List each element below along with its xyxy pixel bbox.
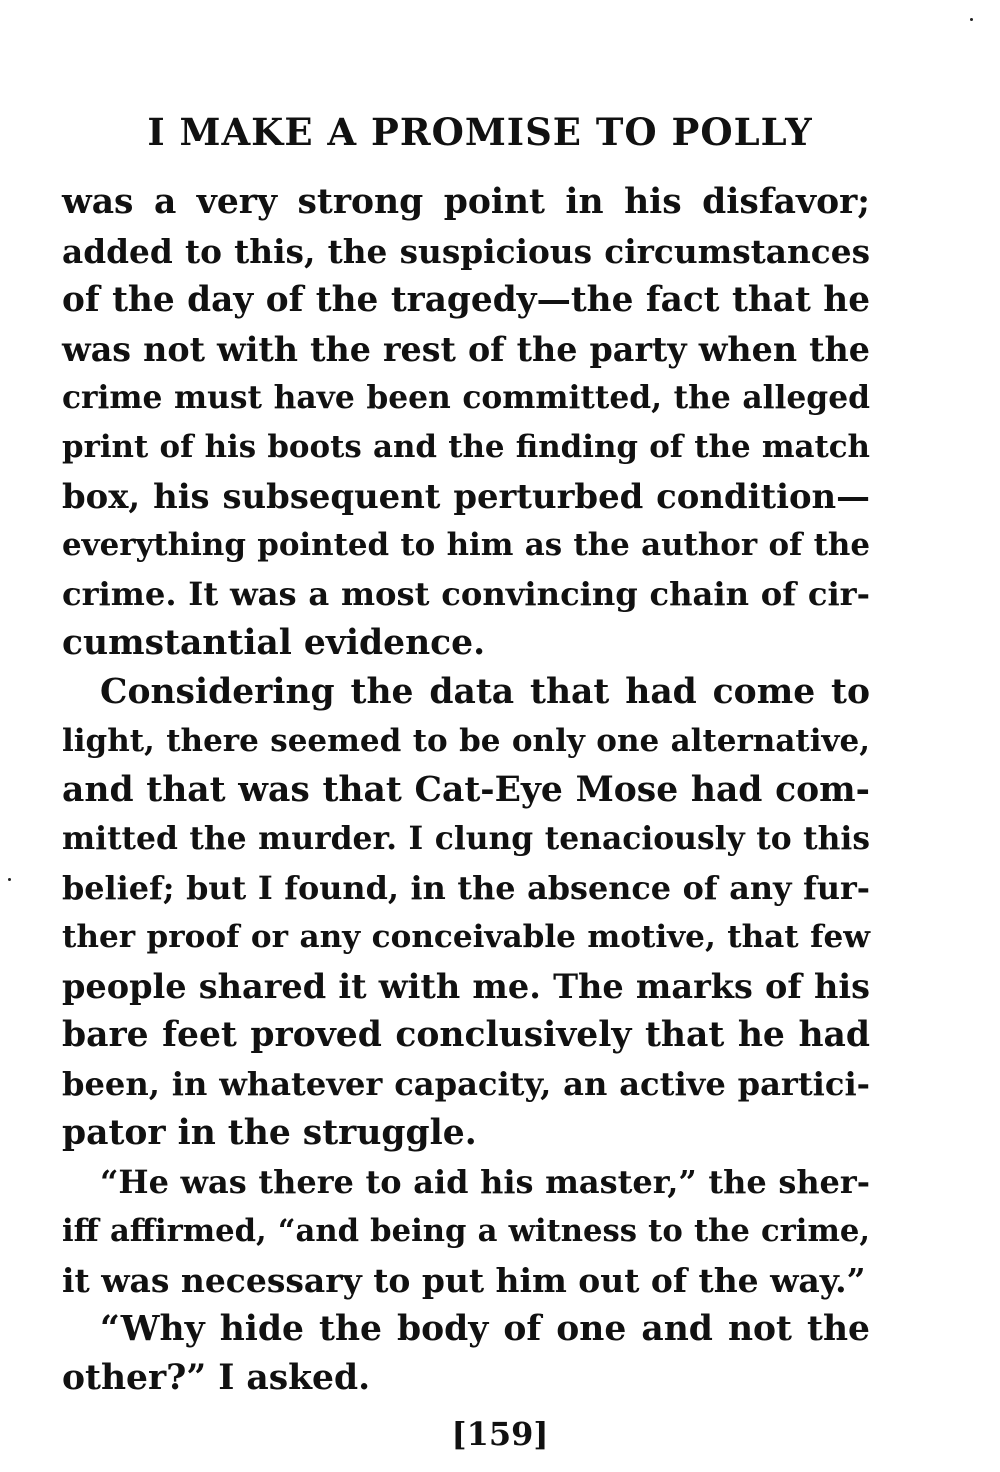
ink-speck: [970, 18, 973, 21]
ink-speck: [8, 878, 11, 881]
running-head: I MAKE A PROMISE TO POLLY: [147, 110, 813, 154]
text-line: was not with the rest of the party when the: [62, 330, 870, 369]
text-line: “He was there to aid his master,” the sher-: [100, 1163, 870, 1201]
paragraph: [62, 1158, 870, 1305]
text-line: people shared it with me. The marks of his: [62, 967, 870, 1006]
text-line: mitted the murder. I clung tenaciously to this: [62, 821, 870, 857]
text-line: bare feet proved conclusively that he had: [62, 1015, 870, 1055]
paragraph: [62, 668, 870, 1158]
text-line: cumstantial evidence.: [62, 623, 486, 663]
text-line: crime. It was a most convincing chain of cir-: [62, 575, 870, 613]
text-line: been, in whatever capacity, an active partici-: [62, 1065, 870, 1103]
text-line: of the day of the tragedy—the fact that he: [62, 280, 870, 320]
text-line: added to this, the suspicious circumstances: [62, 232, 870, 271]
text-line: box, his subsequent perturbed condition—: [62, 476, 870, 516]
body-text: [62, 178, 870, 1403]
text-line: other?” I asked.: [62, 1358, 371, 1398]
text-line: it was necessary to put him out of the way.”: [62, 1261, 866, 1300]
text-line: and that was that Cat-Eye Mose had com-: [62, 770, 870, 810]
text-line: iff affirmed, “and being a witness to the crime,: [62, 1213, 870, 1249]
text-line: belief; but I found, in the absence of any fur-: [62, 869, 870, 907]
text-line: light, there seemed to be only one alternative,: [62, 723, 870, 759]
paragraph: [62, 1305, 870, 1403]
text-line: crime must have been committed, the alleged: [62, 380, 870, 416]
text-line: print of his boots and the finding of the match: [62, 429, 870, 465]
text-line: pator in the struggle.: [62, 1113, 477, 1153]
text-line: Considering the data that had come to: [100, 672, 870, 712]
text-line: everything pointed to him as the author of the: [62, 527, 870, 563]
text-line: ther proof or any conceivable motive, that few: [62, 919, 870, 955]
text-line: “Why hide the body of one and not the: [100, 1309, 870, 1349]
paragraph: [62, 178, 870, 668]
page-number: [159]: [451, 1415, 549, 1453]
text-line: was a very strong point in his disfavor;: [62, 182, 870, 222]
